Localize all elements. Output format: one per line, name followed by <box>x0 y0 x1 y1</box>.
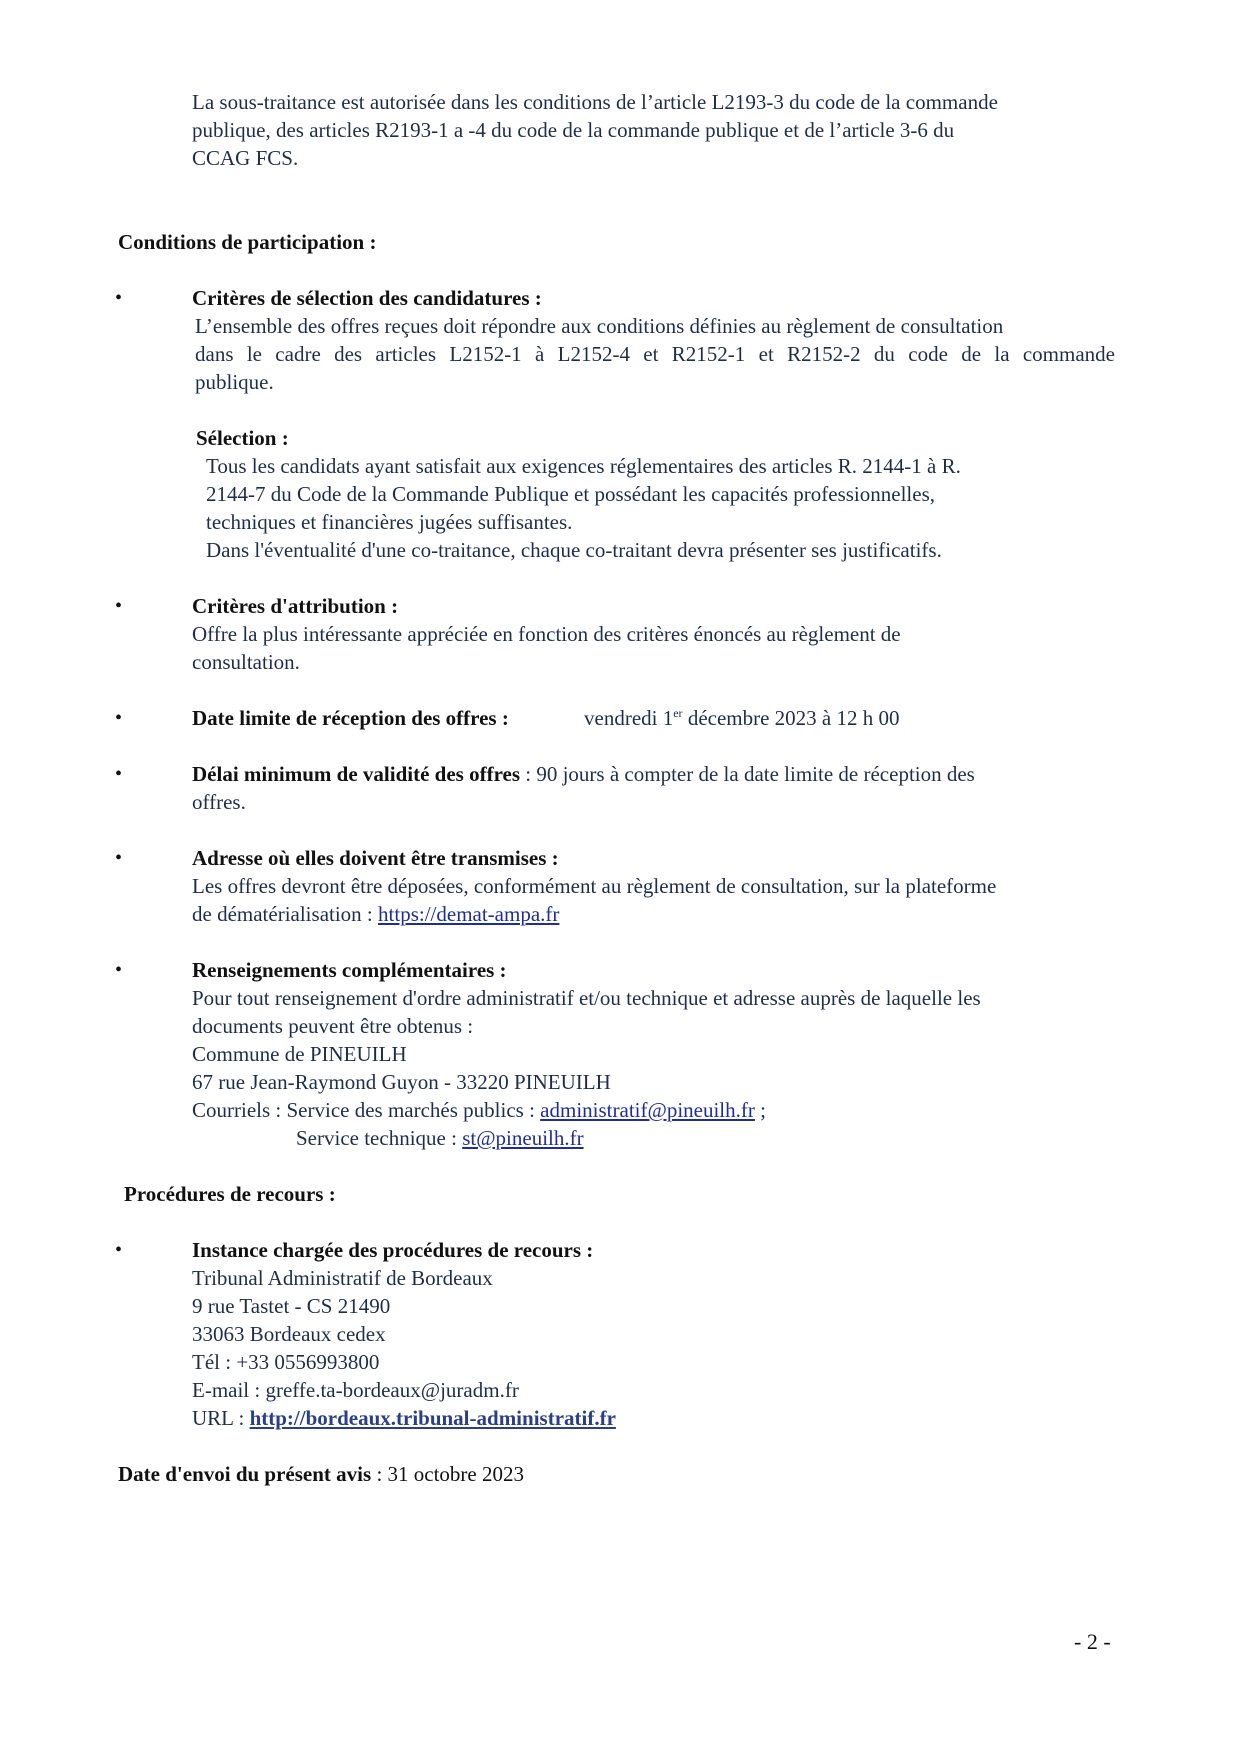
selection-line-2: 2144-7 du Code de la Commande Publique et possédant les capacités professionnelles, <box>206 482 936 506</box>
instance-title: Instance chargée des procédures de recours : <box>192 1238 594 1262</box>
bullet-icon: • <box>115 1239 123 1261</box>
renseignements-line-1: Pour tout renseignement d'ordre administratif et/ou technique et adresse auprès de laquelle les <box>192 986 981 1010</box>
instance-line-6: URL : http://bordeaux.tribunal-administratif.fr <box>192 1406 616 1430</box>
instance-line-4: Tél : +33 0556993800 <box>192 1350 380 1374</box>
adresse-line-1: Les offres devront être déposées, conformément au règlement de consultation, sur la plateforme <box>192 874 997 898</box>
renseignements-title: Renseignements complémentaires : <box>192 958 507 982</box>
adresse-title: Adresse où elles doivent être transmises : <box>192 846 559 870</box>
instance-line-5: E-mail : greffe.ta-bordeaux@juradm.fr <box>192 1378 519 1402</box>
date-limite-value: vendredi 1er décembre 2023 à 12 h 00 <box>584 706 900 730</box>
bullet-icon: • <box>115 847 123 869</box>
renseignements-line-3: Commune de PINEUILH <box>192 1042 407 1066</box>
selection-line-1: Tous les candidats ayant satisfait aux exigences réglementaires des articles R. 2144-1 à R. <box>206 454 961 478</box>
criteres-selection-title: Critères de sélection des candidatures : <box>192 286 542 310</box>
validite-line-2: offres. <box>192 790 246 814</box>
date-limite-title: Date limite de réception des offres : <box>192 706 509 730</box>
bullet-icon: • <box>115 707 123 729</box>
selection-line-4: Dans l'éventualité d'une co-traitance, chaque co-traitant devra présenter ses justificatifs. <box>206 538 942 562</box>
intro-line-1: La sous-traitance est autorisée dans les conditions de l’article L2193-3 du code de la commande <box>192 90 998 114</box>
demat-link[interactable]: https://demat-ampa.fr <box>378 902 560 926</box>
selection-title: Sélection : <box>196 426 289 450</box>
criteres-selection-line-3: publique. <box>195 370 274 394</box>
conditions-heading: Conditions de participation : <box>118 230 377 254</box>
renseignements-line-4: 67 rue Jean-Raymond Guyon - 33220 PINEUILH <box>192 1070 611 1094</box>
validite-line-1: Délai minimum de validité des offres : 90 jours à compter de la date limite de réception des <box>192 762 975 786</box>
adresse-line-2: de dématérialisation : https://demat-ampa.fr <box>192 902 560 926</box>
email-administratif-link[interactable]: administratif@pineuilh.fr <box>540 1098 755 1122</box>
page-number: - 2 - <box>1074 1629 1111 1654</box>
instance-line-1: Tribunal Administratif de Bordeaux <box>192 1266 493 1290</box>
bullet-icon: • <box>115 763 123 785</box>
bullet-icon: • <box>115 595 123 617</box>
bullet-icon: • <box>115 959 123 981</box>
instance-line-3: 33063 Bordeaux cedex <box>192 1322 386 1346</box>
renseignements-line-5: Courriels : Service des marchés publics : administratif@pineuilh.fr ; <box>192 1098 766 1122</box>
instance-line-2: 9 rue Tastet - CS 21490 <box>192 1294 391 1318</box>
renseignements-line-2: documents peuvent être obtenus : <box>192 1014 474 1038</box>
intro-line-2: publique, des articles R2193-1 a -4 du code de la commande publique et de l’article 3-6 du <box>192 118 955 142</box>
selection-line-3: techniques et financières jugées suffisantes. <box>206 510 573 534</box>
recours-heading: Procédures de recours : <box>124 1182 336 1206</box>
bullet-icon: • <box>115 287 123 309</box>
criteres-selection-line-1: L’ensemble des offres reçues doit répondre aux conditions définies au règlement de consultation <box>195 314 1004 338</box>
attribution-line-2: consultation. <box>192 650 300 674</box>
attribution-line-1: Offre la plus intéressante appréciée en fonction des critères énoncés au règlement de <box>192 622 901 646</box>
intro-line-3: CCAG FCS. <box>192 146 299 170</box>
renseignements-line-6: Service technique : st@pineuilh.fr <box>296 1126 584 1150</box>
date-envoi: Date d'envoi du présent avis : 31 octobre 2023 <box>118 1462 524 1486</box>
attribution-title: Critères d'attribution : <box>192 594 399 618</box>
criteres-selection-line-2: dans le cadre des articles L2152-1 à L2152-4 et R2152-1 et R2152-2 du code de la commande <box>195 342 1115 366</box>
tribunal-url-link[interactable]: http://bordeaux.tribunal-administratif.fr <box>249 1406 616 1430</box>
email-technique-link[interactable]: st@pineuilh.fr <box>462 1126 584 1150</box>
